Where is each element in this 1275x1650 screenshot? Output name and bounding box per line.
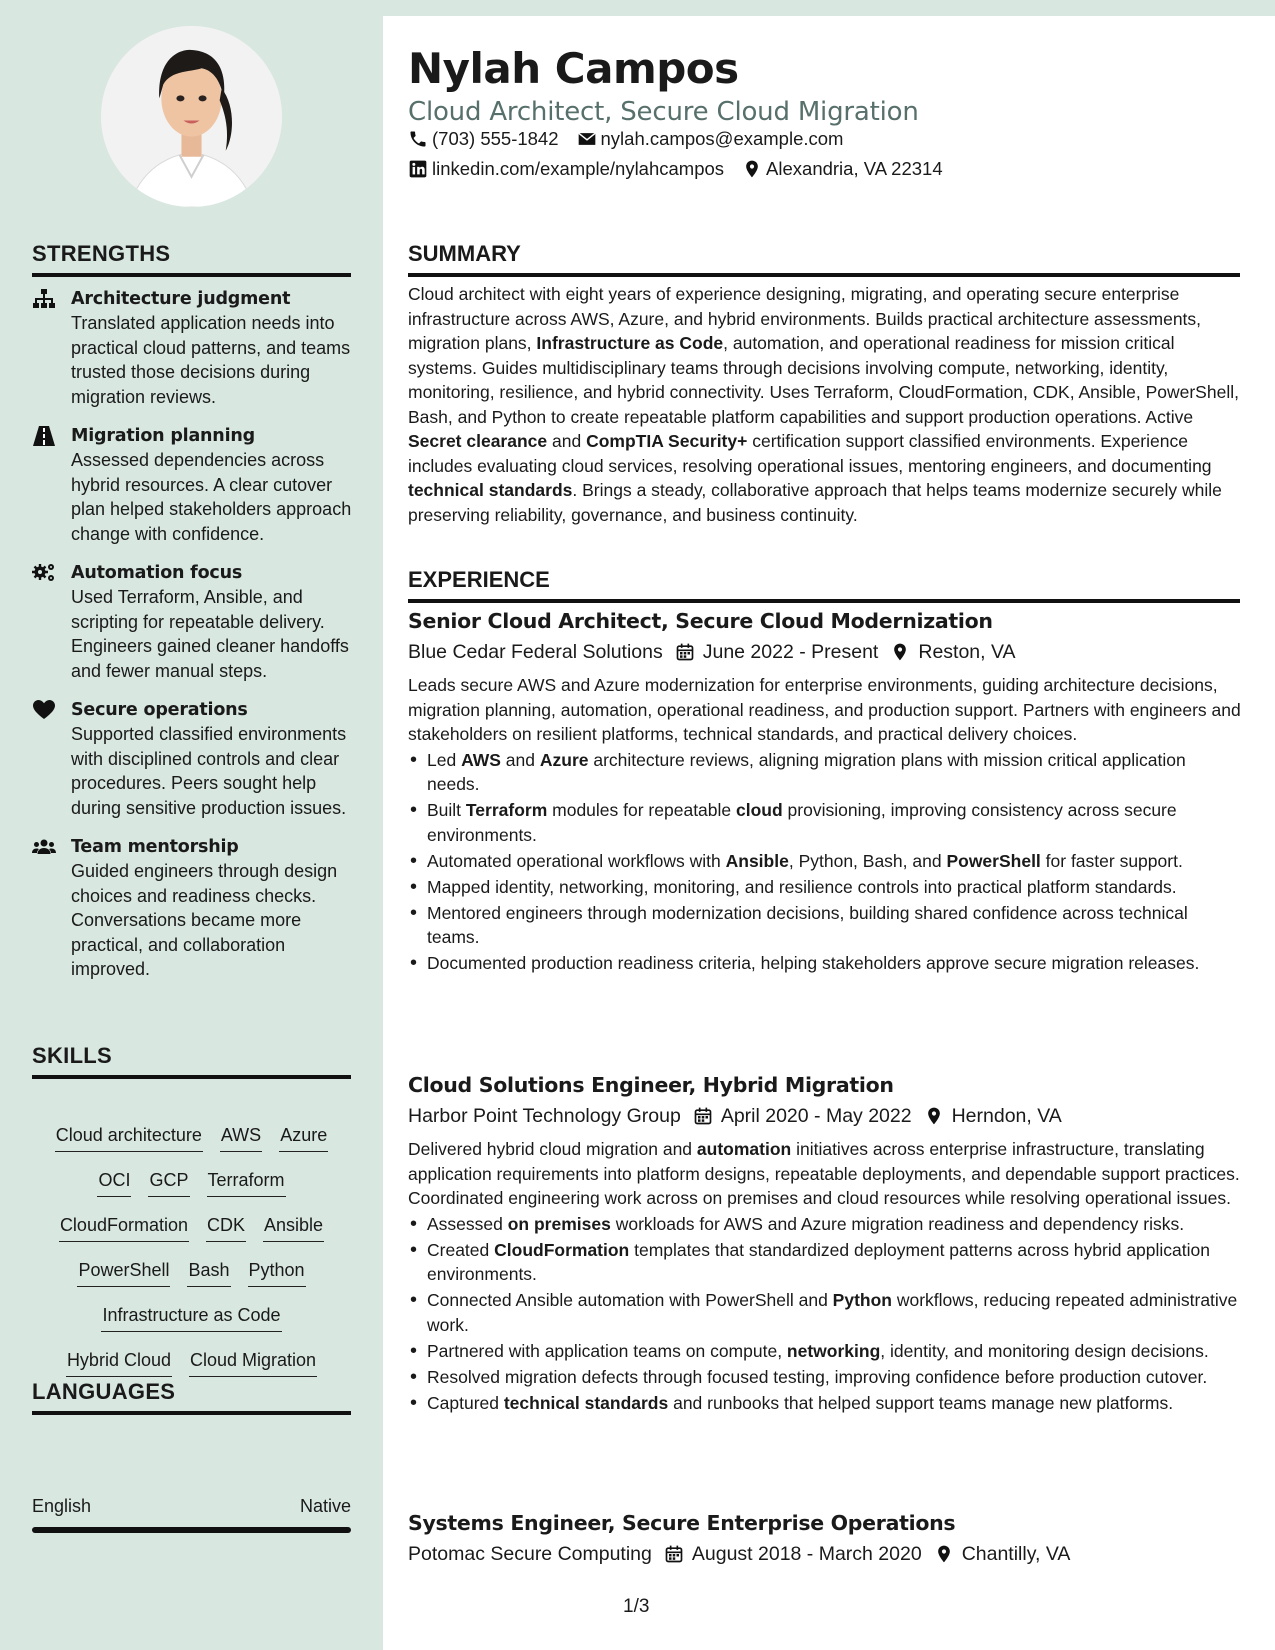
bullet-text: Built <box>427 800 466 820</box>
job-bullets <box>408 748 1242 976</box>
calendar-icon <box>663 642 703 662</box>
bullet-text: Captured <box>427 1392 504 1413</box>
bullet-bold: Azure <box>539 749 589 770</box>
strength-desc: Assessed dependencies across hybrid resources. A clear cutover plan helped stakeholders approach change with confidence. <box>71 450 352 544</box>
bullet-bold: CloudFormation <box>494 1239 630 1260</box>
skill-row <box>32 1212 351 1257</box>
bullet-text: architecture reviews, aligning migration plans with mission critical application needs. <box>427 749 1186 794</box>
summary-text <box>408 282 1242 527</box>
skill-tag: Cloud architecture <box>55 1122 203 1152</box>
bullet-bold: technical standards <box>503 1392 669 1413</box>
job-bullet <box>408 1238 1242 1287</box>
job-entry <box>408 1508 1242 1569</box>
languages-heading: LANGUAGES <box>32 1379 351 1415</box>
skill-tag: Bash <box>187 1257 230 1287</box>
skill-row <box>32 1167 351 1212</box>
job-bullets <box>408 1212 1242 1416</box>
job-location: Reston, VA <box>918 641 1016 663</box>
phone-item <box>408 127 559 151</box>
location-item <box>742 157 943 181</box>
skill-row <box>32 1122 351 1167</box>
job-bullet <box>408 875 1242 900</box>
job-company: Harbor Point Technology Group <box>408 1105 681 1127</box>
bullet-bold: AWS <box>461 749 501 770</box>
skill-tag: Python <box>248 1257 306 1287</box>
job-meta <box>408 1101 1242 1131</box>
job-bullet <box>408 1365 1242 1390</box>
bullet-text: Automated operational workflows with <box>427 850 726 871</box>
users-icon <box>32 836 56 858</box>
summary-bold: Secret clearance <box>408 431 548 451</box>
bullet-text: , Python, Bash, and <box>788 850 947 871</box>
summary-text: certification support classified environments. Experience includes evaluating cloud services, resolving operational issues, mentoring engineers, and documenting <box>408 431 1212 476</box>
job-desc-text: Delivered hybrid cloud migration and <box>408 1139 697 1159</box>
language-name: English <box>32 1496 92 1516</box>
strength-desc: Supported classified environments with disciplined controls and clear procedures. Peers sought help during sensitive production issues. <box>71 724 347 818</box>
job-bullet <box>408 1391 1242 1416</box>
bullet-bold: networking <box>786 1340 881 1361</box>
job-bullet <box>408 748 1242 797</box>
strength-title: Secure operations <box>71 700 248 720</box>
bullet-bold: on premises <box>507 1213 611 1234</box>
skill-tag: Hybrid Cloud <box>66 1347 172 1377</box>
map-pin-icon <box>742 159 762 179</box>
skill-tag: CloudFormation <box>59 1212 189 1242</box>
skill-tag: PowerShell <box>77 1257 170 1287</box>
phone-icon <box>408 129 428 149</box>
skill-tag: Cloud Migration <box>189 1347 317 1377</box>
heart-icon <box>32 699 56 721</box>
avatar <box>101 26 282 207</box>
calendar-icon <box>652 1544 692 1564</box>
bullet-text: Mentored engineers through modernization decisions, building shared confidence across technical teams. <box>427 902 1188 947</box>
bullet-text: Documented production readiness criteria, helping stakeholders approve secure migration releases. <box>427 953 1200 973</box>
bullet-text: and runbooks that helped support teams manage new platforms. <box>668 1392 1174 1413</box>
skill-tag: AWS <box>220 1122 262 1152</box>
job-title: Cloud Solutions Engineer, Hybrid Migration <box>408 1073 894 1097</box>
job-location: Herndon, VA <box>951 1105 1062 1127</box>
job-desc-text: initiatives across enterprise infrastructure, translating application requirements into platform designs, repeatable deployments, and dependable support practices. Coordinated engineering work across on premises and cloud resources while resolving operational issues. <box>408 1139 1240 1208</box>
bullet-text: and <box>500 749 540 770</box>
job-dates: June 2022 - Present <box>702 641 879 663</box>
job-bullet <box>408 1339 1242 1364</box>
job-bullet <box>408 798 1242 847</box>
skill-row <box>32 1302 351 1347</box>
job-bullet <box>408 1212 1242 1237</box>
bullet-text: workloads for AWS and Azure migration readiness and dependency risks. <box>610 1213 1185 1234</box>
bullet-text: workflows, reducing repeated administrative work. <box>427 1290 1238 1335</box>
strength-title: Migration planning <box>71 426 255 446</box>
job-bullet <box>408 849 1242 874</box>
calendar-icon <box>681 1106 721 1126</box>
job-desc-text: Leads secure AWS and Azure modernization for enterprise environments, guiding architecture decisions, migration planning, automation, operational readiness, and production support. Partners with engineers and stakeholders on resilient platforms, technical standards, and practical delivery choices. <box>408 675 1241 744</box>
bullet-bold: Terraform <box>465 800 548 820</box>
strength-desc: Used Terraform, Ansible, and scripting for repeatable delivery. Engineers gained cleaner handoffs and fewer manual steps. <box>71 587 349 681</box>
job-entry <box>408 1070 1242 1417</box>
bullet-text: Partnered with application teams on compute, <box>427 1340 787 1361</box>
sitemap-icon <box>32 288 56 310</box>
candidate-name: Nylah Campos <box>408 44 739 93</box>
strength-item <box>32 561 352 683</box>
strength-item <box>32 287 352 409</box>
location-text: Alexandria, VA 22314 <box>766 158 943 179</box>
bullet-text: Created <box>427 1239 495 1260</box>
job-bullet <box>408 901 1242 950</box>
language-proficiency-bar <box>32 1527 351 1533</box>
bullet-text: provisioning, improving consistency across secure environments. <box>427 800 1177 845</box>
job-dates: August 2018 - March 2020 <box>691 1543 922 1565</box>
skill-tag: Azure <box>279 1122 328 1152</box>
strength-title: Architecture judgment <box>71 289 291 309</box>
summary-bold: technical standards <box>408 480 573 500</box>
contact-row-2 <box>408 157 943 181</box>
job-title: Senior Cloud Architect, Secure Cloud Modernization <box>408 609 993 633</box>
strength-title: Team mentorship <box>71 837 239 857</box>
summary-bold: Infrastructure as Code <box>536 333 724 353</box>
summary-text: Cloud architect with eight years of experience designing, migrating, and operating secure enterprise infrastructure across AWS, Azure, and hybrid environments. Builds practical architecture assessments, migration plans, <box>408 284 1202 353</box>
job-description <box>408 1137 1242 1211</box>
envelope-icon <box>577 129 597 149</box>
map-pin-icon <box>878 642 918 662</box>
strength-item <box>32 835 352 982</box>
bullet-text: Led <box>427 749 462 770</box>
skill-tag: OCI <box>97 1167 131 1197</box>
skills-heading: SKILLS <box>32 1043 351 1079</box>
job-location: Chantilly, VA <box>961 1543 1071 1565</box>
summary-text: . Brings a steady, collaborative approach that helps teams modernize securely while preserving reliability, governance, and business continuity. <box>408 480 1222 525</box>
language-row <box>32 1496 351 1517</box>
job-meta <box>408 1539 1242 1569</box>
summary-heading: SUMMARY <box>408 241 1240 277</box>
skill-tag: Terraform <box>207 1167 286 1197</box>
language-level: Native <box>299 1496 351 1516</box>
job-bullet <box>408 1288 1242 1337</box>
job-entry <box>408 606 1242 977</box>
strengths-heading: STRENGTHS <box>32 241 351 277</box>
bullet-text: for faster support. <box>1040 850 1183 871</box>
strengths-list <box>32 287 352 997</box>
bullet-text: modules for repeatable <box>547 800 737 820</box>
job-dates: April 2020 - May 2022 <box>720 1105 912 1127</box>
bullet-text: Resolved migration defects through focused testing, improving confidence before production cutover. <box>427 1366 1208 1387</box>
map-pin-icon <box>912 1106 952 1126</box>
skill-tag: Infrastructure as Code <box>101 1302 281 1332</box>
linkedin-text[interactable]: linkedin.com/example/nylahcampos <box>432 158 725 179</box>
email-item[interactable] <box>577 127 844 151</box>
summary-text: , automation, and operational readiness for mission critical systems. Guides multidisciplinary teams through decisions involving compute, networking, identity, monitoring, resilience, and hybrid connectivity. Uses Terraform, CloudFormation, CDK, Ansible, PowerShell, Bash, and Python to create repeatable platform capabilities and support production operations. Active <box>408 333 1239 427</box>
bullet-bold: PowerShell <box>946 850 1041 871</box>
job-description <box>408 673 1242 747</box>
skill-tag: Ansible <box>263 1212 324 1242</box>
strength-desc: Translated application needs into practical cloud patterns, and teams trusted those decisions during migration reviews. <box>71 313 351 407</box>
job-company: Blue Cedar Federal Solutions <box>408 641 663 663</box>
phone-text: (703) 555-1842 <box>432 128 559 149</box>
experience-heading: EXPERIENCE <box>408 567 1240 603</box>
summary-bold: CompTIA Security+ <box>586 431 748 451</box>
gears-icon <box>32 562 56 584</box>
bullet-text: Assessed <box>427 1213 508 1234</box>
map-pin-icon <box>922 1544 962 1564</box>
bullet-text: Mapped identity, networking, monitoring, and resilience controls into practical platform standards. <box>427 876 1177 897</box>
bullet-text: Connected Ansible automation with PowerShell and <box>427 1290 833 1310</box>
page-number: 1/3 <box>623 1596 650 1617</box>
strength-item <box>32 698 352 820</box>
top-band <box>383 0 1275 16</box>
bullet-bold: cloud <box>736 800 783 820</box>
job-desc-bold: automation <box>696 1139 792 1159</box>
bullet-bold: Ansible <box>725 850 789 871</box>
job-title: Systems Engineer, Secure Enterprise Operations <box>408 1511 956 1535</box>
skills-list <box>32 1122 351 1392</box>
job-bullet <box>408 951 1242 976</box>
strength-title: Automation focus <box>71 563 243 583</box>
road-icon <box>32 425 56 447</box>
skill-row <box>32 1257 351 1302</box>
email-text[interactable]: nylah.campos@example.com <box>600 128 844 149</box>
strength-item <box>32 424 352 546</box>
summary-text: and <box>547 431 587 451</box>
linkedin-item[interactable] <box>408 157 724 181</box>
skill-tag: GCP <box>148 1167 189 1197</box>
strength-desc: Guided engineers through design choices and readiness checks. Conversations became more practical, and collaboration improved. <box>71 861 338 979</box>
candidate-title: Cloud Architect, Secure Cloud Migration <box>408 97 919 127</box>
bullet-text: , identity, and monitoring design decisions. <box>880 1340 1209 1361</box>
job-company: Potomac Secure Computing <box>408 1543 652 1565</box>
contact-row-1 <box>408 127 843 151</box>
linkedin-icon <box>408 159 428 179</box>
bullet-bold: Python <box>832 1290 892 1310</box>
job-meta <box>408 637 1242 667</box>
bullet-text: templates that standardized deployment patterns across hybrid application environments. <box>427 1239 1210 1284</box>
skill-tag: CDK <box>206 1212 246 1242</box>
